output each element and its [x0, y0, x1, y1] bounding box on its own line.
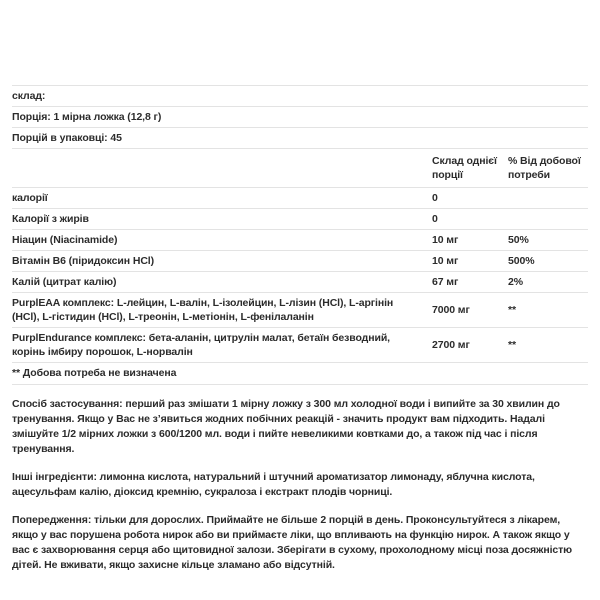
paragraph: Спосіб застосування: перший раз змішати 1 мірну ложку з 300 мл холодної води і випийте за 30 хвилин до тренування. Якщо у Вас не з’явиться жодних побічних реакцій - значить продукт вам підходить. Надалі змішуйте 1/2 мірних ложки з 600/1200 мл. води і пийте невеликими ковтками до, а також під час і після тренування. — [12, 398, 560, 455]
ingredient-dv: ** — [508, 304, 516, 316]
ingredient-row — [12, 209, 588, 230]
ingredient-name: PurplEAA комплекс: L-лейцин, L-валін, L-ізолейцин, L-лізин (HCl), L-аргінін (HCl), L-гістидин (HCl), L-треонін, L-метіонін, L-фенілаланін — [12, 297, 394, 323]
info-row-text: склад: — [12, 90, 46, 102]
amount-column-header: Склад однієї порції — [432, 155, 497, 181]
ingredient-amount: 67 мг — [432, 276, 459, 288]
ingredient-row — [12, 230, 588, 251]
dv-column-header: % Від добової потреби — [508, 155, 581, 181]
ingredient-row — [12, 251, 588, 272]
ingredient-amount: 0 — [432, 192, 438, 204]
description-paragraphs — [12, 397, 588, 573]
info-row-text: Порція: 1 мірна ложка (12,8 г) — [12, 111, 162, 123]
ingredient-dv: 50% — [508, 234, 529, 246]
ingredient-row — [12, 188, 588, 209]
ingredient-dv: ** — [508, 339, 516, 351]
ingredient-name: Ніацин (Niacinamide) — [12, 234, 118, 246]
footnote-text: ** Добова потреба не визначена — [12, 367, 177, 379]
info-row-text: Порцій в упаковці: 45 — [12, 132, 122, 144]
ingredient-name: Вітамін B6 (піридоксин HCl) — [12, 255, 155, 267]
ingredient-amount: 2700 мг — [432, 339, 470, 351]
info-row — [12, 86, 588, 107]
intro-rows — [12, 86, 588, 149]
ingredient-rows — [12, 188, 588, 363]
ingredient-amount: 10 мг — [432, 255, 459, 267]
ingredient-dv: 500% — [508, 255, 535, 267]
ingredient-row — [12, 328, 588, 363]
info-row — [12, 107, 588, 128]
ingredient-amount: 0 — [432, 213, 438, 225]
ingredient-row — [12, 293, 588, 328]
ingredient-row — [12, 272, 588, 293]
ingredient-name: калорії — [12, 192, 48, 204]
ingredient-amount: 7000 мг — [432, 304, 470, 316]
ingredient-dv: 2% — [508, 276, 523, 288]
ingredient-name: Калій (цитрат калію) — [12, 276, 117, 288]
ingredient-name: PurplEndurance комплекс: бета-аланін, цитрулін малат, бетаїн безводний, корінь імбиру порошок, L-норвалін — [12, 332, 391, 358]
ingredient-name: Калорії з жирів — [12, 213, 89, 225]
paragraph: Попередження: тільки для дорослих. Приймайте не більше 2 порцій в день. Проконсультуйтеся з лікарем, якщо у вас порушена робота нирок або ви приймаєте ліки, що впливають на функцію нирок. А також якщо у вас є захворювання серця або щитовидної залози. Зберігати в сухому, прохолодному місці поза досяжністю дітей. Не вживати, якщо захисне кільце зламано або відсутній. — [12, 514, 573, 571]
table-header-row — [12, 149, 588, 188]
ingredient-amount: 10 мг — [432, 234, 459, 246]
paragraph: Інші інгредієнти: лимонна кислота, натуральний і штучний ароматизатор лимонаду, яблучна кислота, ацесульфам калію, діоксид кремнію, сукралоза і екстракт плодів чорниці. — [12, 471, 535, 498]
facts-table — [12, 85, 588, 385]
info-row — [12, 128, 588, 149]
footnote-row — [12, 363, 588, 385]
